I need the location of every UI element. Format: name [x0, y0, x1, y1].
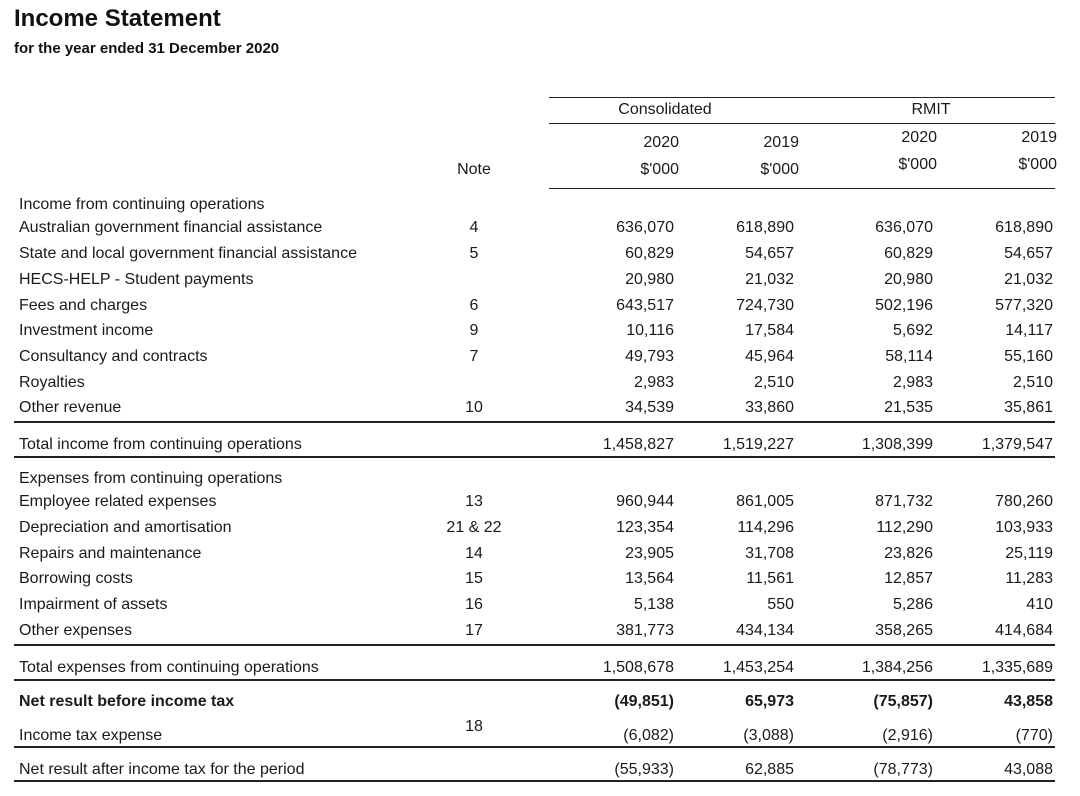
cell-rmit-2019: 35,861	[1004, 399, 1053, 416]
cell-consolidated-2019: 45,964	[745, 348, 794, 365]
cell-consolidated-2019: (3,088)	[743, 727, 794, 744]
row-label: State and local government financial assistance	[19, 245, 357, 262]
cell-rmit-2020: 5,692	[892, 322, 933, 339]
row-label: Other revenue	[19, 399, 122, 416]
row-note: 10	[465, 399, 483, 416]
cell-rmit-2020: 112,290	[876, 519, 933, 536]
row-note: 9	[469, 322, 479, 339]
header-group-rule	[549, 123, 1055, 124]
table-row-total	[0, 436, 1080, 462]
cell-rmit-2019: (770)	[1015, 727, 1053, 744]
cell-consolidated-2020: 13,564	[625, 570, 674, 587]
cell-rmit-2020: 2,983	[892, 374, 933, 391]
cell-rmit-2020: (78,773)	[873, 761, 933, 778]
row-label: Total income from continuing operations	[19, 436, 302, 453]
row-note: 13	[465, 493, 483, 510]
rule-below-total-income	[14, 456, 1055, 458]
row-label: Employee related expenses	[19, 493, 217, 510]
cell-consolidated-2020: 20,980	[625, 271, 674, 288]
table-row	[0, 322, 1080, 348]
cell-rmit-2020: 20,980	[884, 271, 933, 288]
row-label: Borrowing costs	[19, 570, 133, 587]
row-label: Repairs and maintenance	[19, 545, 202, 562]
row-label: Royalties	[19, 374, 85, 391]
cell-consolidated-2019: 17,584	[745, 322, 794, 339]
table-row-income-tax	[0, 718, 1080, 753]
row-label: Net result after income tax for the period	[19, 761, 305, 778]
cell-rmit-2020: 1,308,399	[861, 436, 933, 453]
table-row	[0, 297, 1080, 323]
cell-rmit-2020: 1,384,256	[861, 659, 933, 676]
row-note: 4	[469, 219, 479, 236]
table-row	[0, 493, 1080, 519]
row-label: Fees and charges	[19, 297, 148, 314]
cell-rmit-2020: 21,535	[884, 399, 933, 416]
table-row	[0, 271, 1080, 297]
row-note: 21 & 22	[446, 519, 502, 536]
cell-consolidated-2019: 114,296	[737, 519, 794, 536]
row-label: Impairment of assets	[19, 596, 168, 613]
rule-above-total-income	[14, 421, 1055, 423]
row-note: 5	[469, 245, 479, 262]
cell-rmit-2019: 11,283	[1005, 570, 1053, 587]
cell-rmit-2019: 54,657	[1004, 245, 1053, 262]
cell-consolidated-2020: (49,851)	[614, 693, 674, 710]
row-note: 17	[465, 622, 483, 639]
cell-consolidated-2019: 65,973	[745, 693, 794, 710]
cell-consolidated-2020: 60,829	[625, 245, 674, 262]
row-note: 14	[465, 545, 483, 562]
cell-rmit-2020: 5,286	[892, 596, 933, 613]
cell-consolidated-2020: 123,354	[616, 519, 674, 536]
cell-rmit-2019: 14,117	[1005, 322, 1053, 339]
rule-below-net-after-tax	[14, 780, 1055, 782]
cell-consolidated-2020: 1,508,678	[602, 659, 674, 676]
rule-above-net-after-tax	[14, 746, 1055, 748]
cell-rmit-2020: 58,114	[885, 348, 933, 365]
cell-consolidated-2019: 33,860	[745, 399, 794, 416]
cell-rmit-2020: 60,829	[884, 245, 933, 262]
cell-consolidated-2020: 381,773	[616, 622, 674, 639]
cell-rmit-2019: 43,858	[1004, 693, 1053, 710]
row-note: 16	[465, 596, 483, 613]
cell-consolidated-2020: 2,983	[633, 374, 674, 391]
rule-below-total-expenses	[14, 679, 1055, 681]
cell-consolidated-2020: 1,458,827	[602, 436, 674, 453]
table-row	[0, 219, 1080, 245]
header-bottom-rule	[549, 188, 1055, 189]
cell-rmit-2019: 21,032	[1004, 271, 1053, 288]
header-unit-2: $'000	[760, 161, 799, 178]
cell-consolidated-2020: 5,138	[633, 596, 674, 613]
cell-rmit-2020: 12,857	[884, 570, 933, 587]
cell-consolidated-2019: 1,453,254	[722, 659, 794, 676]
cell-consolidated-2020: 49,793	[625, 348, 674, 365]
cell-rmit-2019: 780,260	[995, 493, 1053, 510]
table-row	[0, 348, 1080, 374]
table-row-net-before-tax	[0, 693, 1080, 719]
cell-rmit-2019: 55,160	[1004, 348, 1053, 365]
page-subtitle: for the year ended 31 December 2020	[14, 40, 280, 57]
header-year-4: 2019	[1021, 129, 1057, 146]
row-label: Consultancy and contracts	[19, 348, 208, 365]
row-note: 15	[465, 570, 483, 587]
cell-consolidated-2019: 31,708	[745, 545, 794, 562]
cell-rmit-2020: (2,916)	[882, 727, 933, 744]
row-note: 18	[465, 718, 483, 735]
table-row-net-after-tax	[0, 761, 1080, 787]
cell-consolidated-2019: 54,657	[745, 245, 794, 262]
cell-rmit-2019: 103,933	[995, 519, 1053, 536]
header-unit-1: $'000	[640, 161, 679, 178]
row-label: Depreciation and amortisation	[19, 519, 232, 536]
table-row	[0, 545, 1080, 571]
header-year-1: 2020	[643, 134, 679, 151]
cell-consolidated-2019: 550	[767, 596, 794, 613]
cell-consolidated-2020: (6,082)	[623, 727, 674, 744]
table-row	[0, 596, 1080, 622]
header-unit-4: $'000	[1018, 156, 1057, 173]
cell-consolidated-2020: (55,933)	[614, 761, 674, 778]
cell-rmit-2019: 2,510	[1012, 374, 1053, 391]
cell-rmit-2019: 43,088	[1004, 761, 1053, 778]
cell-consolidated-2019: 62,885	[745, 761, 794, 778]
cell-rmit-2020: 636,070	[875, 219, 933, 236]
cell-consolidated-2019: 724,730	[736, 297, 794, 314]
header-year-2: 2019	[763, 134, 799, 151]
cell-consolidated-2020: 643,517	[616, 297, 674, 314]
header-top-rule	[549, 97, 1055, 98]
row-note: 6	[469, 297, 479, 314]
row-label: HECS-HELP - Student payments	[19, 271, 254, 288]
cell-consolidated-2020: 23,905	[625, 545, 674, 562]
header-group-rmit: RMIT	[911, 101, 951, 118]
cell-rmit-2019: 1,379,547	[981, 436, 1053, 453]
header-unit-3: $'000	[898, 156, 937, 173]
section-heading-label: Income from continuing operations	[19, 196, 265, 213]
cell-rmit-2020: (75,857)	[873, 693, 933, 710]
cell-rmit-2020: 871,732	[875, 493, 933, 510]
row-label: Income tax expense	[19, 727, 163, 744]
cell-rmit-2019: 1,335,689	[981, 659, 1053, 676]
row-label: Other expenses	[19, 622, 132, 639]
cell-rmit-2019: 25,119	[1005, 545, 1053, 562]
cell-consolidated-2019: 618,890	[736, 219, 794, 236]
cell-rmit-2020: 23,826	[884, 545, 933, 562]
cell-consolidated-2019: 2,510	[753, 374, 794, 391]
table-row	[0, 374, 1080, 400]
header-group-consolidated: Consolidated	[618, 101, 712, 118]
table-row	[0, 245, 1080, 271]
cell-rmit-2019: 410	[1026, 596, 1053, 613]
section-heading-label: Expenses from continuing operations	[19, 470, 283, 487]
cell-consolidated-2020: 636,070	[616, 219, 674, 236]
table-row	[0, 570, 1080, 596]
cell-consolidated-2020: 10,116	[626, 322, 674, 339]
header-year-3: 2020	[901, 129, 937, 146]
table-row-total	[0, 659, 1080, 685]
row-label: Total expenses from continuing operations	[19, 659, 319, 676]
cell-rmit-2019: 577,320	[995, 297, 1053, 314]
cell-consolidated-2019: 1,519,227	[722, 436, 794, 453]
cell-consolidated-2019: 861,005	[736, 493, 794, 510]
cell-consolidated-2019: 434,134	[736, 622, 794, 639]
cell-consolidated-2019: 11,561	[746, 570, 794, 587]
cell-consolidated-2019: 21,032	[745, 271, 794, 288]
row-label: Australian government financial assistance	[19, 219, 323, 236]
cell-rmit-2019: 414,684	[995, 622, 1053, 639]
cell-consolidated-2020: 960,944	[616, 493, 674, 510]
cell-rmit-2020: 502,196	[875, 297, 933, 314]
rule-above-total-expenses	[14, 644, 1055, 646]
cell-rmit-2019: 618,890	[995, 219, 1053, 236]
header-note: Note	[457, 161, 491, 178]
table-row	[0, 519, 1080, 545]
cell-rmit-2020: 358,265	[875, 622, 933, 639]
row-label: Net result before income tax	[19, 693, 235, 710]
cell-consolidated-2020: 34,539	[625, 399, 674, 416]
row-note: 7	[469, 348, 479, 365]
page-title: Income Statement	[14, 5, 221, 32]
row-label: Investment income	[19, 322, 154, 339]
